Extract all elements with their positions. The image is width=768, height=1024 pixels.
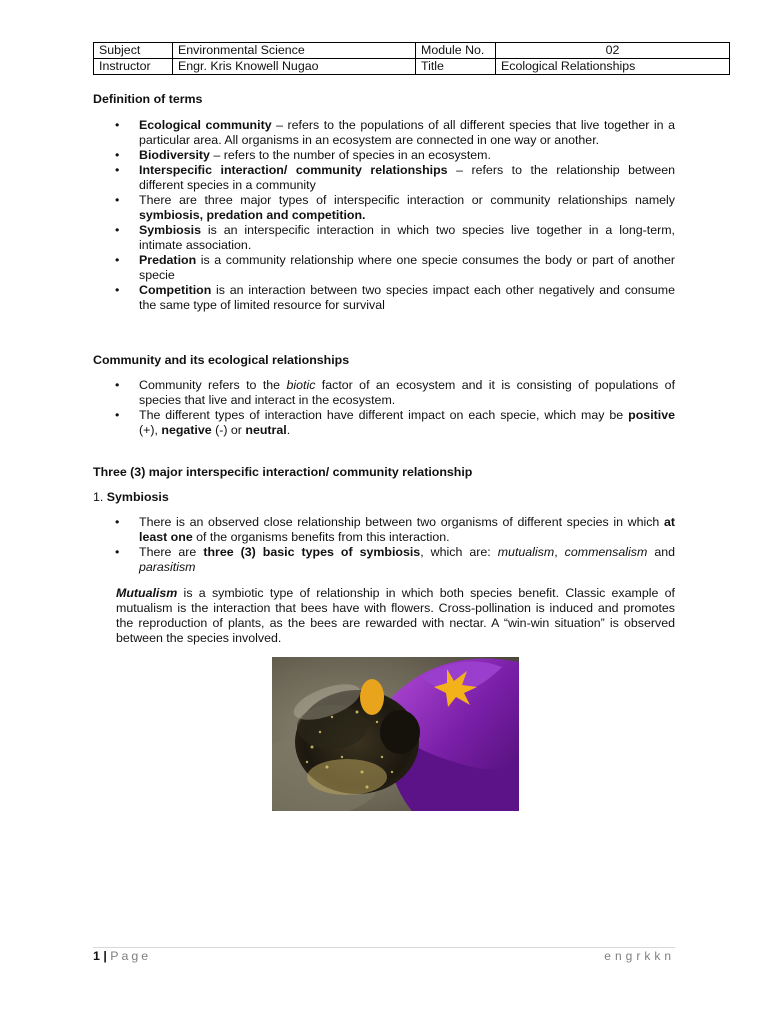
subject-label: Subject (94, 43, 173, 59)
definitions-list (115, 118, 675, 313)
instructor-label: Instructor (94, 59, 173, 75)
subheading-symbiosis: 1. Symbiosis (93, 490, 169, 504)
footer-page-number: 1 | Page (93, 949, 152, 963)
list-item: • Community refers to the biotic factor of an ecosystem and it is consisting of populations of species that live and interact in the ecosystem. (115, 378, 676, 407)
list-item: • The different types of interaction have different impact on each specie, which may be positive (+), negative (-) or neutral. (115, 408, 675, 437)
mutualism-paragraph: Mutualism is a symbiotic type of relationship in which both species benefit. Classic example of mutualism is the interaction that bees have with flowers. Cross-pollination is induced and promotes the reproduction of plants, as the bees are rewarded with nectar. A “win-win situation” is observed between the species involved. (116, 586, 675, 645)
list-item: • There are three major types of interspecific interaction or community relationships namely symbiosis, predation and competition. (115, 193, 675, 222)
section-heading-definitions: Definition of terms (93, 92, 203, 106)
module-label: Module No. (416, 43, 496, 59)
instructor-value: Engr. Kris Knowell Nugao (173, 59, 416, 75)
list-item: • Competition is an interaction between two species impact each other negatively and consume the same type of limited resource for survival (115, 283, 675, 312)
list-item: • Ecological community – refers to the populations of all different species that live together in a particular area. All organisms in an ecosystem are connected in one way or another. (115, 118, 675, 147)
list-item: • Interspecific interaction/ community relationships – refers to the relationship between different species in a community (115, 163, 675, 192)
symbiosis-list (115, 515, 675, 575)
footer-author: engrkkn (604, 949, 675, 963)
table-row (94, 43, 730, 59)
module-header-table (93, 42, 730, 75)
community-list (115, 378, 675, 438)
module-value: 02 (496, 43, 730, 59)
bee-on-crocus-photo (272, 657, 519, 811)
list-item: • There is an observed close relationship between two organisms of different species in which at least one of the organisms benefits from this interaction. (115, 515, 675, 544)
list-item: • Symbiosis is an interspecific interaction in which two species live together in a long-term, intimate association. (115, 223, 675, 252)
list-item: • There are three (3) basic types of symbiosis, which are: mutualism, commensalism and parasitism (115, 545, 675, 574)
section-heading-community: Community and its ecological relationships (93, 353, 350, 367)
table-row (94, 59, 730, 75)
list-item: • Predation is a community relationship where one specie consumes the body or part of another specie (115, 253, 675, 282)
subject-value: Environmental Science (173, 43, 416, 59)
list-item: • Biodiversity – refers to the number of species in an ecosystem. (115, 148, 491, 162)
title-label: Title (416, 59, 496, 75)
section-heading-interactions: Three (3) major interspecific interaction/ community relationship (93, 465, 473, 479)
footer-divider (93, 947, 675, 948)
title-value: Ecological Relationships (496, 59, 730, 75)
